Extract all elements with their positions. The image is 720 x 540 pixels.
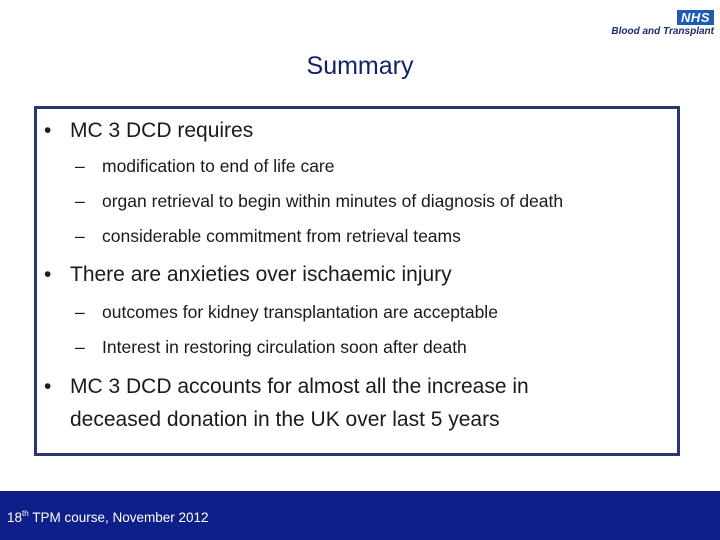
footer-course: TPM course, November 2012 [28,510,209,525]
sub-bullet-text: modification to end of life care [102,156,335,176]
sub-bullet-text: organ retrieval to begin within minutes of diagnosis of death [102,191,564,211]
sub-bullet-dash: – [75,226,85,246]
sub-bullet-dash: – [75,156,85,176]
sub-bullet-text: Interest in restoring circulation soon after death [102,337,467,357]
sub-bullet-dash: – [75,302,85,322]
sub-bullet-dash: – [75,337,85,357]
nhs-logo-badge: NHS [677,10,714,25]
bullet-text: There are anxieties over ischaemic injury [70,263,452,286]
logo-subtitle: Blood and Transplant [611,26,714,37]
bullet-dot: • [44,375,52,398]
sub-bullet-text: outcomes for kidney transplantation are acceptable [102,302,498,322]
bullet-text-line-2: deceased donation in the UK over last 5 years [70,408,500,431]
footer-number: 18 [7,510,23,525]
footer-ordinal: th [22,509,29,518]
nhs-blood-and-transplant-logo [594,8,714,40]
bullet-text-line-1: MC 3 DCD accounts for almost all the increase in [70,375,529,398]
footer-bar [0,491,720,540]
footer-text [7,509,209,525]
sub-bullet-text: considerable commitment from retrieval teams [102,226,461,246]
slide-title: Summary [306,52,414,80]
sub-bullet-dash: – [75,191,85,211]
bullet-dot: • [44,119,52,142]
bullet-text: MC 3 DCD requires [70,119,254,142]
bullet-dot: • [44,263,52,286]
